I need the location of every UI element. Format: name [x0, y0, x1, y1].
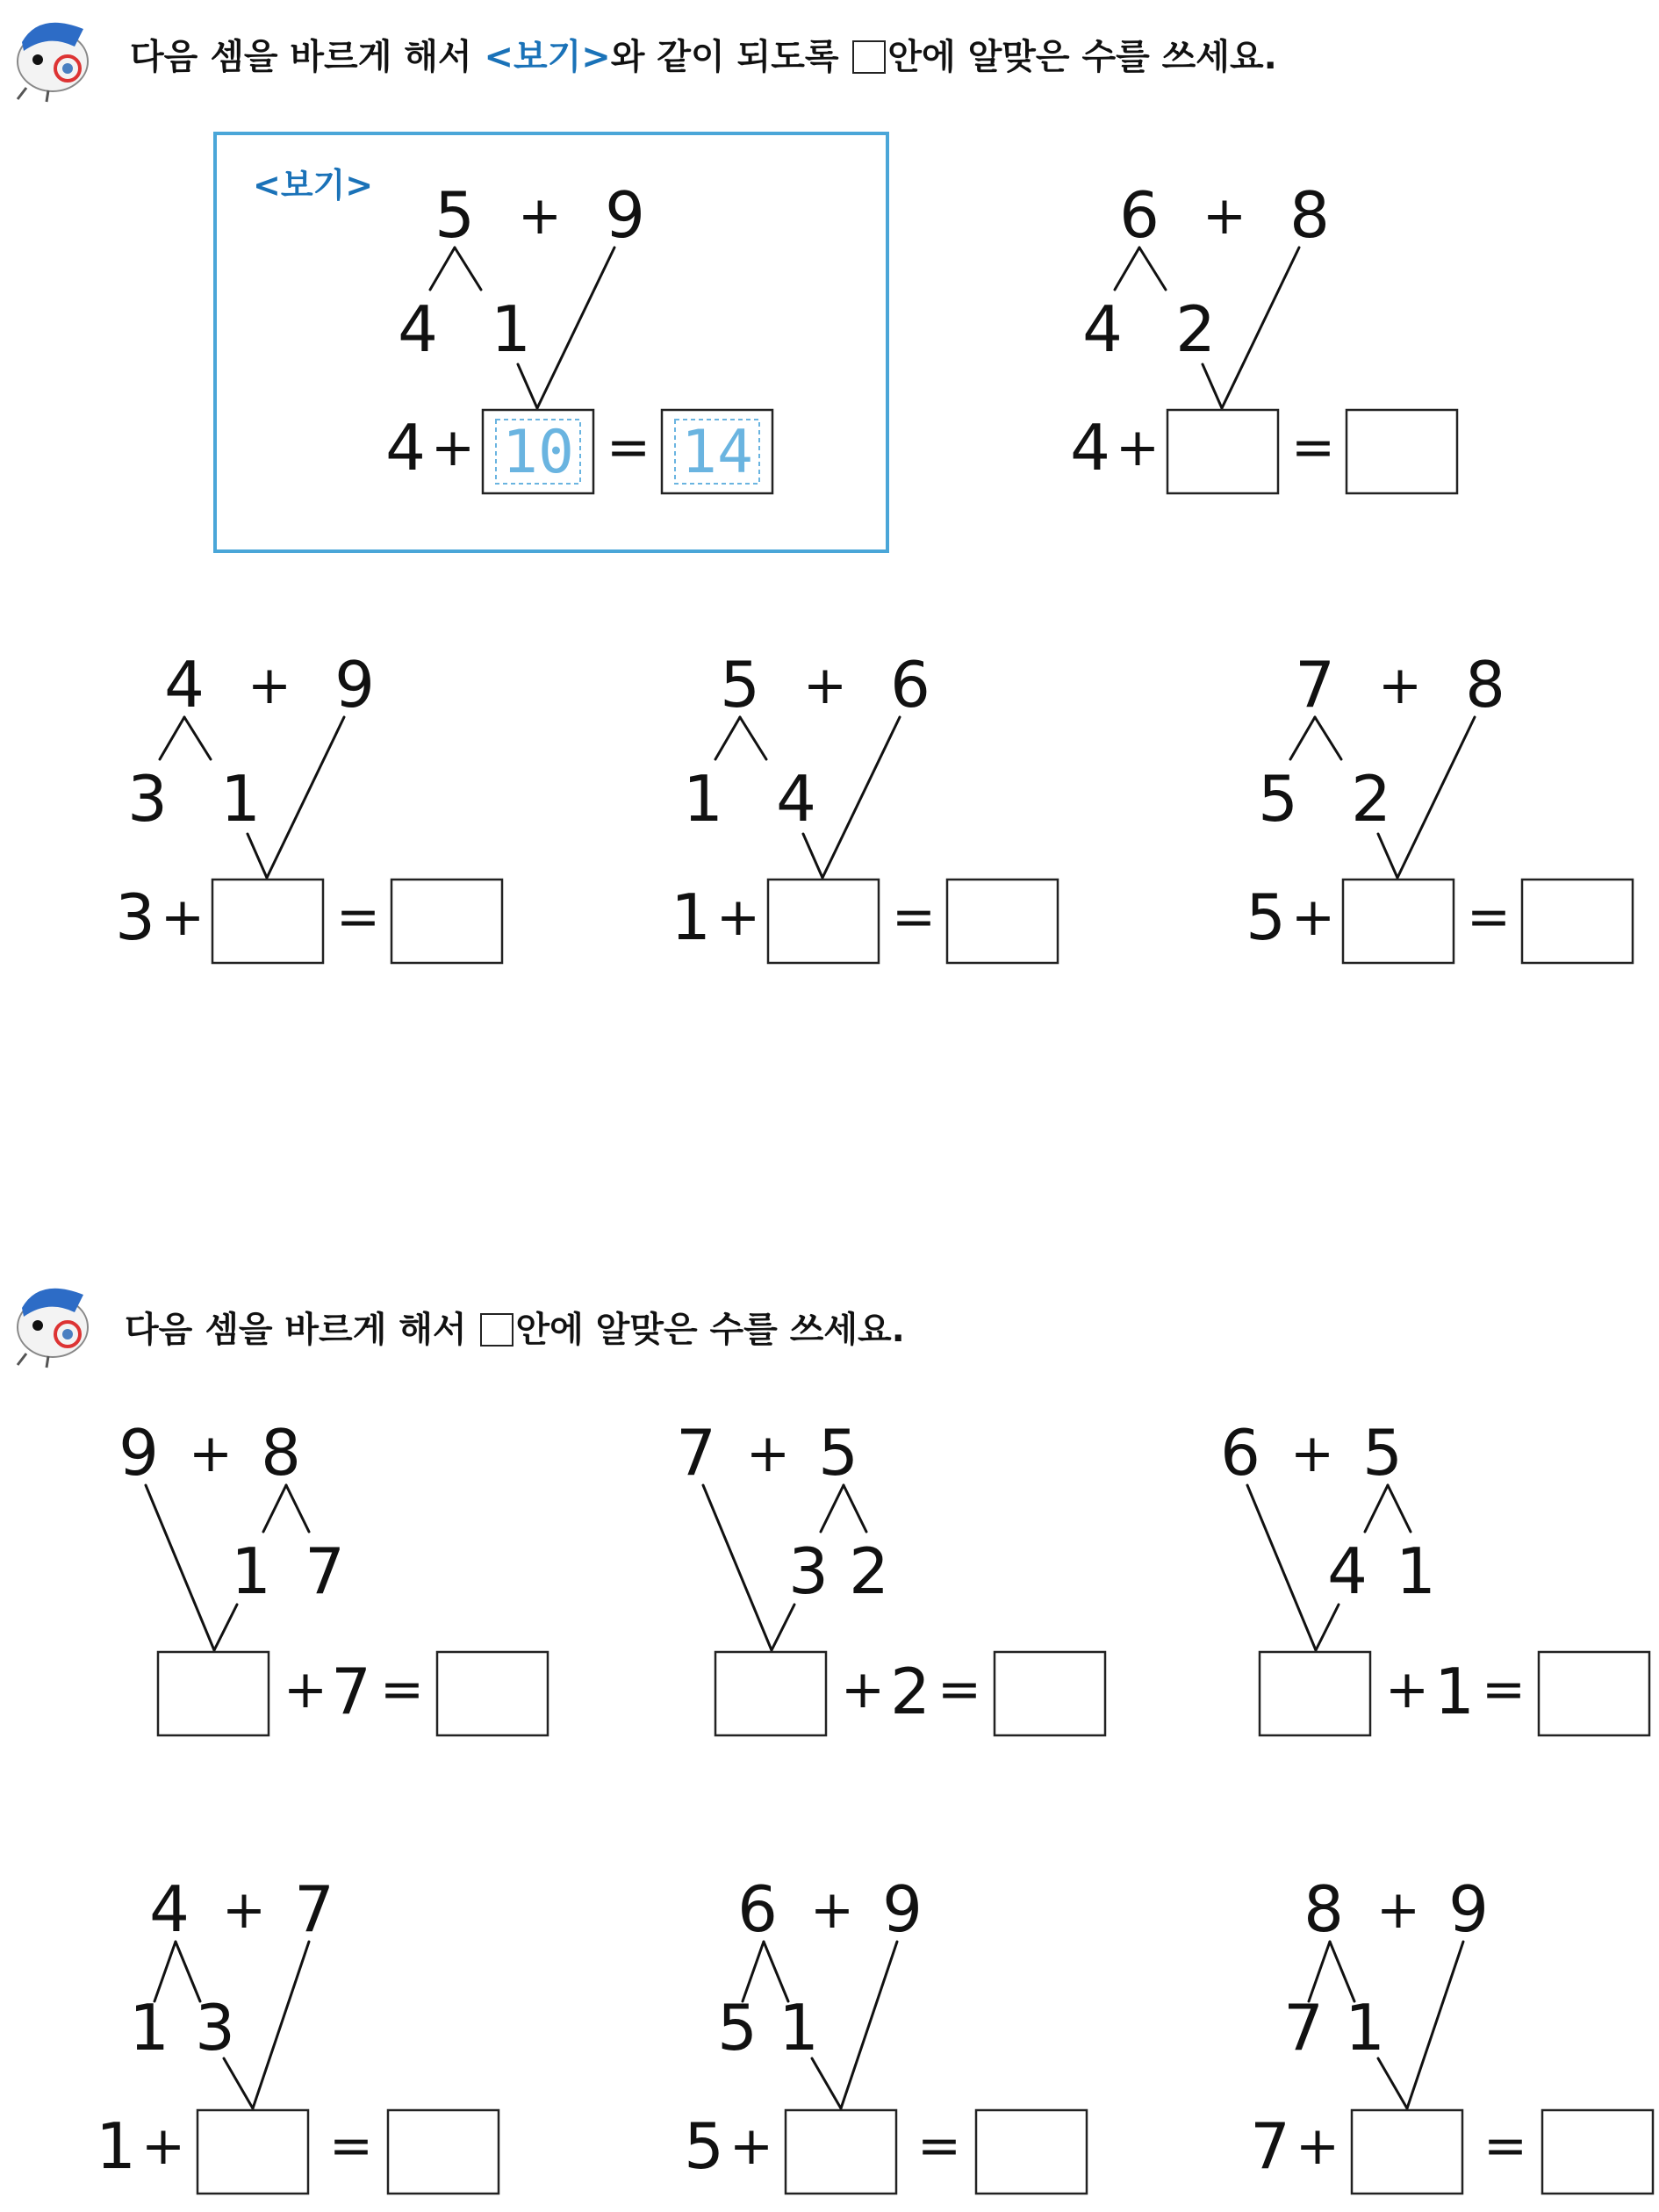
- problem-9: [667, 1861, 1106, 2212]
- plus-sign: +: [247, 655, 292, 716]
- answer-box-2[interactable]: [947, 880, 1058, 963]
- plus-sign: +: [809, 1879, 855, 1941]
- equals-sign: =: [1483, 2115, 1528, 2177]
- answer-box-1[interactable]: [715, 1652, 826, 1735]
- plus-sign: +: [1289, 1423, 1335, 1484]
- addend-b: 5: [818, 1416, 858, 1490]
- split-part-1: 5: [717, 1991, 758, 2065]
- split-part-2: 4: [776, 762, 816, 836]
- example-label: <보기>: [253, 166, 374, 205]
- plus-sign: +: [1377, 655, 1423, 716]
- answer-box-1[interactable]: [1167, 410, 1278, 493]
- instruction-2: 다음 셈을 바르게 해서 안에 알맞은 수를 쓰세요.: [125, 1310, 905, 1350]
- blank-square-icon: [480, 1313, 514, 1347]
- split-part-1: 4: [1082, 292, 1123, 366]
- plus-sign: +: [745, 1423, 791, 1484]
- answer-box-2[interactable]: [976, 2110, 1087, 2194]
- split-part-2: 1: [1345, 1991, 1385, 2065]
- addend-a: 8: [1304, 1872, 1344, 1946]
- problem-5: [118, 1404, 579, 1756]
- plus-sign: +: [517, 185, 563, 247]
- answer-1: 10: [502, 418, 574, 487]
- split-part-1: 3: [788, 1534, 829, 1608]
- equation-lead: 4: [1070, 411, 1110, 485]
- plus-sign: +: [188, 1423, 233, 1484]
- answer-box-2[interactable]: [1347, 410, 1457, 493]
- mascot-icon: [4, 7, 101, 104]
- split-part-1: 1: [683, 762, 723, 836]
- equation-tail: 1: [1434, 1655, 1475, 1728]
- equation-lead: 4: [385, 411, 426, 485]
- split-part-1: 5: [1258, 762, 1298, 836]
- example-problem: [369, 167, 808, 518]
- plus-sign: +: [140, 2115, 186, 2177]
- equals-sign: =: [916, 2115, 962, 2177]
- equation-lead: 5: [1246, 880, 1286, 954]
- answer-box-2[interactable]: [437, 1652, 548, 1735]
- addend-a: 6: [1220, 1416, 1260, 1490]
- answer-box-2[interactable]: [1539, 1652, 1649, 1735]
- plus-sign: +: [840, 1659, 886, 1720]
- answer-box-1[interactable]: [1352, 2110, 1462, 2194]
- addend-b: 5: [1362, 1416, 1403, 1490]
- equals-sign: =: [328, 2115, 374, 2177]
- addend-b: 9: [334, 648, 375, 722]
- answer-box-2[interactable]: [388, 2110, 499, 2194]
- addend-b: 8: [1465, 648, 1505, 722]
- split-part-1: 1: [129, 1991, 169, 2065]
- addend-b: 8: [261, 1416, 301, 1490]
- addend-a: 6: [1119, 178, 1160, 252]
- addend-a: 5: [434, 178, 475, 252]
- split-part-2: 1: [491, 292, 531, 366]
- answer-box-1[interactable]: [768, 880, 879, 963]
- mascot-icon: [4, 1273, 101, 1369]
- split-part-1: 4: [398, 292, 438, 366]
- answer-box-1[interactable]: [212, 880, 323, 963]
- split-part-2: 1: [220, 762, 261, 836]
- equation-tail: 7: [331, 1655, 371, 1728]
- plus-sign: +: [1202, 185, 1247, 247]
- equation-lead: 3: [115, 880, 155, 954]
- problem-4: [1229, 636, 1659, 988]
- equals-sign: =: [606, 417, 651, 478]
- example-reference: <보기>: [484, 37, 611, 77]
- answer-box-1[interactable]: [158, 1652, 269, 1735]
- plus-sign: +: [160, 887, 205, 948]
- problem-2: [98, 636, 537, 988]
- equals-sign: =: [891, 887, 937, 948]
- split-part-1: 7: [1283, 1991, 1324, 2065]
- split-part-2: 1: [1396, 1534, 1436, 1608]
- equals-sign: =: [379, 1659, 425, 1720]
- answer-box-1[interactable]: [198, 2110, 308, 2194]
- equation-lead: 5: [684, 2109, 724, 2183]
- equals-sign: =: [1466, 887, 1512, 948]
- answer-box-2[interactable]: [995, 1652, 1105, 1735]
- addend-b: 7: [294, 1872, 334, 1946]
- addend-b: 9: [605, 178, 645, 252]
- split-part-2: 2: [1351, 762, 1391, 836]
- plus-sign: +: [1295, 2115, 1340, 2177]
- plus-sign: +: [1384, 1659, 1430, 1720]
- answer-box-2[interactable]: [391, 880, 502, 963]
- addend-a: 4: [149, 1872, 190, 1946]
- addend-a: 6: [737, 1872, 778, 1946]
- addend-b: 9: [1448, 1872, 1489, 1946]
- equals-sign: =: [937, 1659, 982, 1720]
- addend-a: 4: [164, 648, 205, 722]
- problem-10: [1233, 1861, 1659, 2212]
- plus-sign: +: [1290, 887, 1336, 948]
- problem-6: [676, 1404, 1137, 1756]
- answer-box-1[interactable]: [1260, 1652, 1370, 1735]
- plus-sign: +: [1375, 1879, 1421, 1941]
- equation-lead: 1: [671, 880, 711, 954]
- instruction-1: 다음 셈을 바르게 해서 <보기>와 같이 되도록 안에 알맞은 수를 쓰세요.: [130, 37, 1277, 77]
- plus-sign: +: [283, 1659, 328, 1720]
- plus-sign: +: [802, 655, 848, 716]
- split-part-2: 1: [779, 1991, 819, 2065]
- plus-sign: +: [430, 417, 476, 478]
- addend-b: 9: [882, 1872, 923, 1946]
- problem-7: [1220, 1404, 1659, 1756]
- split-part-1: 1: [231, 1534, 271, 1608]
- equation-lead: 1: [96, 2109, 136, 2183]
- split-part-1: 3: [127, 762, 168, 836]
- split-part-2: 3: [195, 1991, 235, 2065]
- equation-lead: 7: [1250, 2109, 1290, 2183]
- equals-sign: =: [1290, 417, 1336, 478]
- answer-box-2[interactable]: [1542, 2110, 1653, 2194]
- equation-tail: 2: [890, 1655, 930, 1728]
- addend-a: 9: [118, 1416, 159, 1490]
- answer-box-2[interactable]: [1522, 880, 1633, 963]
- split-part-2: 7: [305, 1534, 345, 1608]
- addend-b: 8: [1289, 178, 1330, 252]
- answer-2: 14: [681, 418, 753, 487]
- plus-sign: +: [729, 2115, 774, 2177]
- addend-a: 7: [676, 1416, 716, 1490]
- split-part-2: 2: [849, 1534, 889, 1608]
- split-part-2: 2: [1175, 292, 1216, 366]
- split-part-1: 4: [1327, 1534, 1368, 1608]
- equals-sign: =: [1481, 1659, 1526, 1720]
- plus-sign: +: [221, 1879, 267, 1941]
- problem-1: [1053, 167, 1492, 518]
- plus-sign: +: [1115, 417, 1160, 478]
- equals-sign: =: [335, 887, 381, 948]
- plus-sign: +: [715, 887, 761, 948]
- addend-a: 5: [720, 648, 760, 722]
- addend-b: 6: [890, 648, 930, 722]
- problem-3: [654, 636, 1093, 988]
- addend-a: 7: [1295, 648, 1335, 722]
- answer-box-1[interactable]: [1343, 880, 1454, 963]
- blank-square-icon: [852, 40, 886, 74]
- answer-box-1[interactable]: [786, 2110, 896, 2194]
- problem-8: [79, 1861, 518, 2212]
